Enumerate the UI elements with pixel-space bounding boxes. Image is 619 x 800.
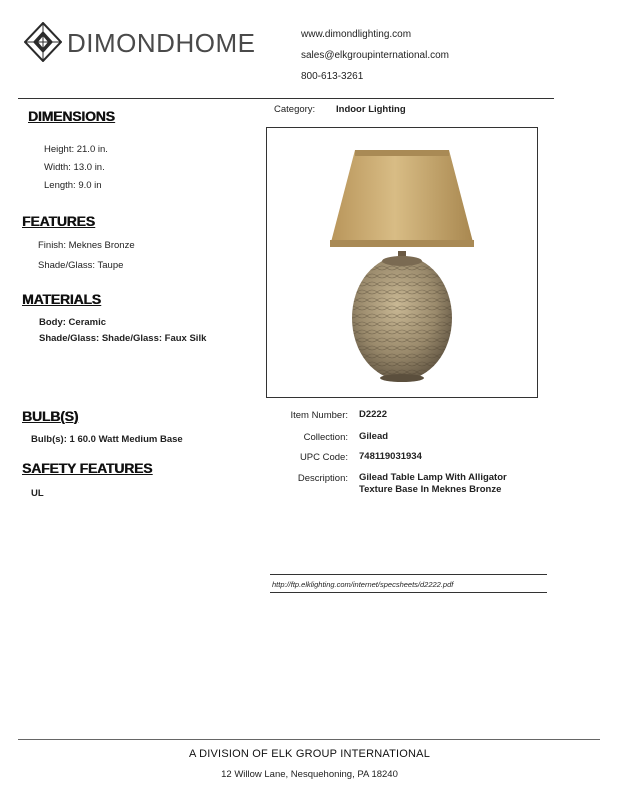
spec-url-top-rule [270,574,547,575]
footer-division: A DIVISION OF ELK GROUP INTERNATIONAL [188,748,431,760]
footer-divider [18,739,600,740]
item-number-value: D2222 [359,409,387,420]
category-value: Indoor Lighting [336,104,406,115]
dimensions-heading: DIMENSIONS [28,108,115,124]
dimension-length: Length: 9.0 in [44,180,102,191]
website-link[interactable]: www.dimondlighting.com [301,29,412,40]
material-body: Body: Ceramic [39,317,107,328]
dimond-logo-icon [24,22,62,62]
description-label: Description: [297,473,348,484]
feature-finish: Finish: Meknes Bronze [38,240,135,251]
dimension-height: Height: 21.0 in. [44,144,108,155]
bulbs-text: Bulb(s): 1 60.0 Watt Medium Base [31,434,183,445]
description-value-line1: Gilead Table Lamp With Alligator [359,472,507,483]
phone-number: 800-613-3261 [301,71,364,82]
brand-name-bold: DIMOND [67,28,176,58]
collection-value: Gilead [359,431,389,442]
features-heading: FEATURES [22,213,95,229]
table-lamp-image [267,128,537,397]
item-number-label: Item Number: [290,410,348,421]
feature-shade: Shade/Glass: Taupe [38,260,124,271]
bulbs-heading: BULB(S) [22,408,79,424]
safety-heading: SAFETY FEATURES [22,460,153,476]
category-label: Category: [274,104,316,115]
description-value-line2: Texture Base In Meknes Bronze [359,484,502,495]
header-divider [18,98,554,99]
brand-wordmark [67,28,255,59]
spec-url-bottom-rule [270,592,547,593]
collection-label: Collection: [303,432,348,443]
dimension-width: Width: 13.0 in. [44,162,105,173]
product-image-frame [266,127,538,398]
materials-heading: MATERIALS [22,291,101,307]
upc-label: UPC Code: [299,452,348,463]
brand-name-light: HOME [175,28,256,58]
spec-sheet-link[interactable]: http://ftp.elklighting.com/internet/specsheets/d2222.pdf [272,580,454,589]
footer-address: 12 Willow Lane, Nesquehoning, PA 18240 [221,769,398,780]
safety-text: UL [31,488,44,499]
email-link[interactable]: sales@elkgroupinternational.com [301,50,450,61]
material-shade: Shade/Glass: Shade/Glass: Faux Silk [39,333,207,344]
upc-value: 748119031934 [359,451,422,462]
